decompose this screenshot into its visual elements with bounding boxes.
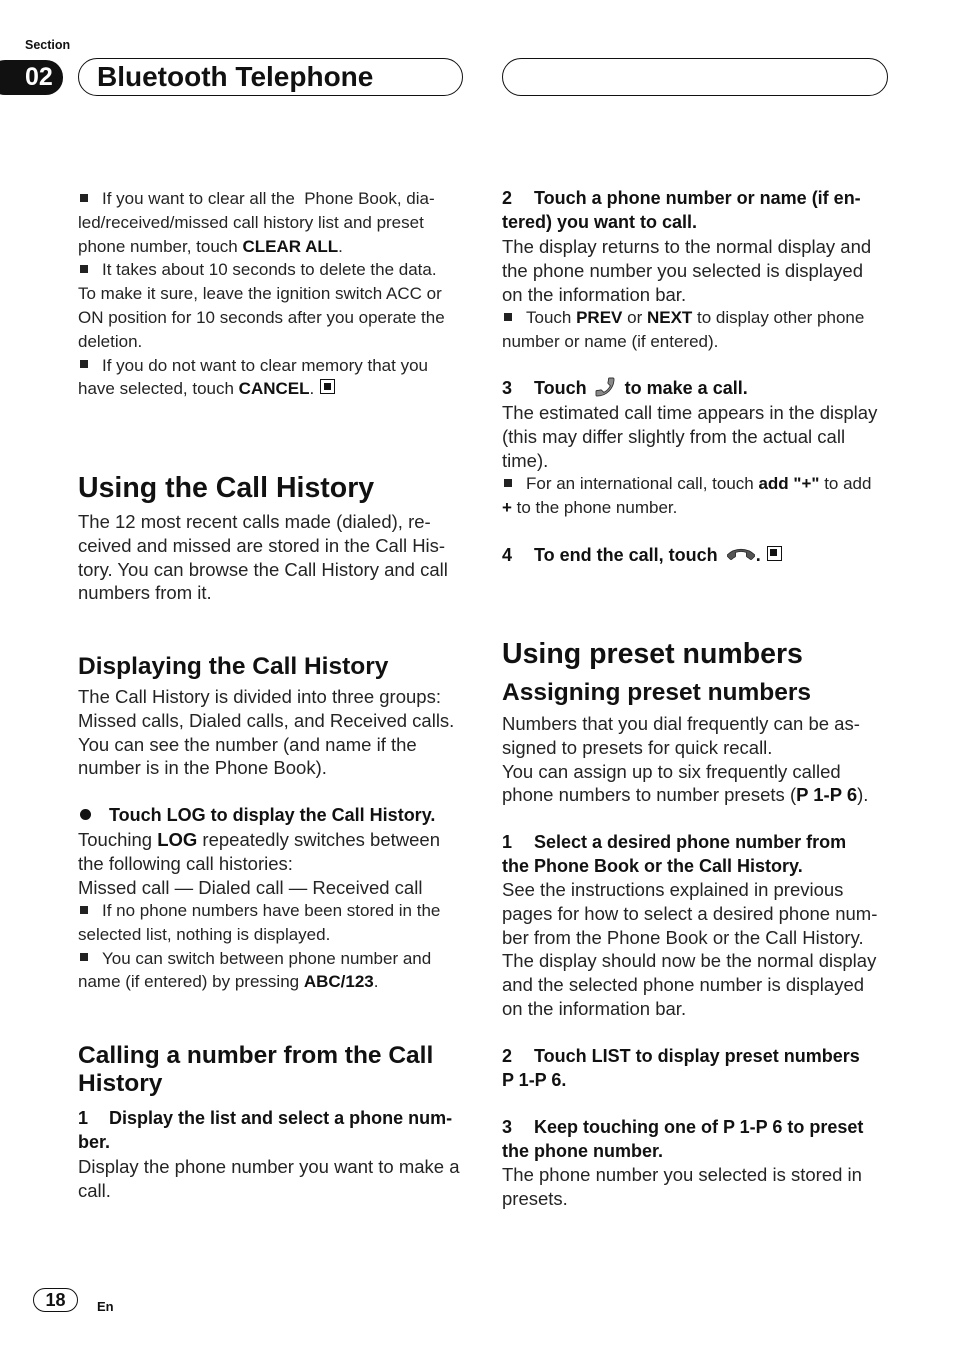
note-text: selected list, nothing is displayed. bbox=[78, 924, 331, 944]
note-text: to display other phone bbox=[692, 308, 865, 327]
abc123-term: ABC/123 bbox=[303, 972, 374, 992]
section-label: Section bbox=[25, 38, 71, 52]
note-bullet-icon bbox=[504, 313, 512, 321]
body-text: You can assign up to six frequently called bbox=[502, 760, 841, 782]
step-text: Touch LOG to display the Call History. bbox=[109, 805, 436, 825]
step-text: the phone number. bbox=[502, 1140, 664, 1161]
note-line bbox=[78, 282, 445, 306]
body-line: (this may differ slightly from the actual call bbox=[502, 425, 846, 447]
note-line bbox=[78, 970, 440, 994]
note-line bbox=[78, 377, 445, 401]
note-line bbox=[78, 354, 445, 378]
step-text: ber. bbox=[78, 1131, 111, 1152]
heading-calling-from-history bbox=[78, 1042, 433, 1098]
step-line bbox=[502, 187, 861, 211]
step-line bbox=[502, 544, 782, 568]
heading-displaying-call-history: Displaying the Call History bbox=[78, 653, 389, 680]
calling-step-1 bbox=[78, 1107, 452, 1155]
step-number: 1 bbox=[78, 1108, 89, 1128]
note-text: to add bbox=[819, 474, 872, 493]
displaying-body bbox=[78, 685, 454, 780]
body-line: tory. You can browse the Call History and call bbox=[78, 558, 448, 580]
note-bullet-icon bbox=[80, 360, 88, 368]
body-text: the following call histories: bbox=[78, 852, 293, 874]
step-line bbox=[78, 1131, 452, 1155]
note-text: or bbox=[622, 308, 647, 327]
step-text: To end the call, touch bbox=[534, 545, 718, 565]
body-line: and the selected phone number is displayed bbox=[502, 974, 865, 996]
displaying-step-body bbox=[78, 828, 440, 899]
note-text: If no phone numbers have been stored in the bbox=[102, 901, 441, 920]
step-text: Keep touching one of P 1-P 6 to preset bbox=[534, 1117, 864, 1137]
step-line bbox=[78, 804, 435, 828]
displaying-notes bbox=[78, 899, 440, 994]
step-bullet-icon bbox=[80, 809, 91, 820]
note-text: phone number, touch bbox=[78, 236, 243, 256]
note-bullet-icon bbox=[80, 265, 88, 273]
body-line bbox=[502, 760, 868, 784]
note-text: name (if entered) by pressing bbox=[78, 972, 304, 992]
cancel-term: CANCEL bbox=[238, 379, 310, 399]
calling-step-3-body bbox=[502, 401, 877, 472]
step-text: the Phone Book or the Call History. bbox=[502, 855, 803, 876]
note-line bbox=[78, 235, 445, 259]
step-line bbox=[502, 211, 861, 235]
calling-step-2 bbox=[502, 187, 861, 235]
prev-term: PREV bbox=[576, 308, 623, 327]
note-line bbox=[78, 923, 440, 947]
note-text: Touch bbox=[526, 308, 577, 327]
body-line: ber from the Phone Book or the Call History. bbox=[502, 926, 864, 948]
step-text: Touch a phone number or name (if en- bbox=[534, 188, 861, 208]
note-line bbox=[78, 947, 440, 971]
note-text: To make it sure, leave the ignition switch ACC or bbox=[78, 284, 442, 304]
body-line: numbers from it. bbox=[78, 582, 212, 604]
note-line bbox=[78, 258, 445, 282]
step-line bbox=[502, 1116, 863, 1140]
body-text: phone numbers to number presets ( bbox=[502, 784, 797, 806]
body-line: Display the phone number you want to make a bbox=[78, 1156, 460, 1177]
note-text: . bbox=[373, 972, 379, 992]
note-text: It takes about 10 seconds to delete the data. bbox=[102, 260, 437, 280]
preset-step-1-body bbox=[502, 878, 877, 1021]
body-line bbox=[502, 736, 868, 760]
note-line bbox=[78, 306, 445, 330]
body-line bbox=[502, 783, 868, 807]
body-text: signed to presets for quick recall. bbox=[502, 736, 773, 758]
body-line: The 12 most recent calls made (dialed), re- bbox=[78, 511, 431, 532]
note-text: deletion. bbox=[78, 331, 143, 351]
preset-step-3-body bbox=[502, 1163, 862, 1211]
note-line bbox=[78, 899, 440, 923]
note-text: If you want to clear all the Phone Book, dia- bbox=[102, 189, 435, 208]
step-line bbox=[78, 1107, 452, 1131]
end-mark-icon bbox=[767, 546, 782, 561]
body-line: pages for how to select a desired phone num- bbox=[502, 902, 878, 924]
step-number: 4 bbox=[502, 545, 513, 565]
preset-step-3 bbox=[502, 1116, 863, 1164]
heading-using-preset-numbers: Using preset numbers bbox=[502, 638, 803, 670]
note-bullet-icon bbox=[80, 194, 88, 202]
body-text: repeatedly switches between bbox=[197, 829, 440, 850]
note-line bbox=[502, 472, 871, 496]
body-line: presets. bbox=[502, 1187, 568, 1209]
step-number: 3 bbox=[502, 378, 513, 398]
note-text: led/received/missed call history list and preset bbox=[78, 212, 424, 232]
empty-header-pill bbox=[502, 58, 888, 96]
calling-step-3-note bbox=[502, 472, 871, 520]
clear-all-term: CLEAR ALL bbox=[242, 236, 339, 256]
body-line: ceived and missed are stored in the Call His- bbox=[78, 534, 446, 556]
body-line: See the instructions explained in previous bbox=[502, 879, 844, 900]
step-text: tered) you want to call. bbox=[502, 211, 698, 232]
body-line: The phone number you selected is stored in bbox=[502, 1164, 862, 1185]
call-history-intro bbox=[78, 510, 448, 605]
body-line: on the information bar. bbox=[502, 997, 687, 1019]
calling-step-2-note bbox=[502, 306, 864, 354]
heading-assigning-preset-numbers: Assigning preset numbers bbox=[502, 679, 812, 706]
note-line bbox=[78, 187, 445, 211]
note-bullet-icon bbox=[80, 953, 88, 961]
preset-step-2 bbox=[502, 1045, 860, 1093]
note-line bbox=[78, 211, 445, 235]
body-line: The display returns to the normal display and bbox=[502, 236, 872, 257]
body-line bbox=[502, 712, 868, 736]
body-text: Missed call — Dialed call — Received call bbox=[78, 876, 423, 898]
body-line bbox=[78, 852, 440, 876]
note-line bbox=[78, 330, 445, 354]
note-text: For an international call, touch bbox=[526, 474, 759, 493]
plus-term: + bbox=[502, 497, 512, 517]
step-number: 2 bbox=[502, 188, 513, 208]
note-text: ON position for 10 seconds after you operate the bbox=[78, 307, 445, 327]
preset-step-1 bbox=[502, 831, 846, 879]
step-text: to make a call. bbox=[624, 378, 748, 398]
step-number: 3 bbox=[502, 1117, 513, 1137]
body-line: Missed calls, Dialed calls, and Received calls. bbox=[78, 709, 455, 731]
body-text: Touching bbox=[78, 829, 158, 850]
step-line bbox=[502, 377, 748, 401]
body-text: Numbers that you dial frequently can be as- bbox=[502, 713, 860, 734]
note-text: You can switch between phone number and bbox=[102, 948, 432, 968]
calling-step-2-body bbox=[502, 235, 871, 306]
body-line: The estimated call time appears in the display bbox=[502, 402, 878, 423]
end-call-icon bbox=[727, 548, 755, 561]
step-number: 2 bbox=[502, 1046, 513, 1066]
body-line: number is in the Phone Book). bbox=[78, 757, 327, 779]
heading-line: History bbox=[78, 1070, 163, 1097]
step-line bbox=[502, 831, 846, 855]
body-text: ). bbox=[857, 784, 869, 806]
body-line: The Call History is divided into three groups: bbox=[78, 686, 441, 707]
phone-call-icon bbox=[593, 375, 617, 399]
step-text: P 1-P 6. bbox=[502, 1069, 567, 1090]
step-line bbox=[502, 1045, 860, 1069]
body-line bbox=[78, 876, 440, 900]
next-term: NEXT bbox=[646, 308, 693, 327]
step-text: Touch bbox=[534, 378, 587, 398]
note-bullet-icon bbox=[80, 906, 88, 914]
step-line bbox=[502, 1069, 860, 1093]
body-line: the phone number you selected is displayed bbox=[502, 259, 863, 281]
body-line: You can see the number (and name if the bbox=[78, 733, 417, 755]
step-text: . bbox=[755, 545, 761, 565]
section-number: 02 bbox=[25, 63, 53, 91]
step-line bbox=[502, 1140, 863, 1164]
body-line: call. bbox=[78, 1179, 111, 1201]
end-mark-icon bbox=[320, 379, 335, 394]
chapter-title: Bluetooth Telephone bbox=[97, 61, 374, 92]
note-text: . bbox=[338, 236, 343, 256]
note-line bbox=[502, 306, 864, 330]
note-text: number or name (if entered). bbox=[502, 331, 719, 351]
note-text: . bbox=[309, 379, 315, 399]
step-text: Select a desired phone number from bbox=[534, 832, 847, 852]
add-plus-term: add "+" bbox=[758, 474, 820, 493]
body-line: time). bbox=[502, 449, 549, 471]
step-text: Display the list and select a phone num- bbox=[109, 1108, 453, 1128]
note-line bbox=[502, 330, 864, 354]
calling-step-3 bbox=[502, 377, 748, 401]
heading-line: Calling a number from the Call bbox=[78, 1042, 434, 1069]
calling-step-4 bbox=[502, 544, 782, 568]
step-number: 1 bbox=[502, 832, 513, 852]
preset-range-term: P 1-P 6 bbox=[796, 784, 858, 806]
body-line: The display should now be the normal display bbox=[502, 950, 877, 972]
page-number: 18 bbox=[33, 1288, 78, 1312]
language-code: En bbox=[97, 1299, 114, 1314]
displaying-step bbox=[78, 804, 435, 828]
preset-body bbox=[502, 712, 868, 807]
log-term: LOG bbox=[157, 829, 198, 850]
note-line bbox=[502, 496, 871, 520]
note-text: to the phone number. bbox=[511, 497, 678, 517]
step-text: Touch LIST to display preset numbers bbox=[534, 1046, 860, 1066]
heading-using-call-history: Using the Call History bbox=[78, 472, 375, 504]
note-text: If you do not want to clear memory that you bbox=[102, 355, 428, 375]
clear-memory-notes bbox=[78, 187, 445, 401]
note-text: have selected, touch bbox=[78, 379, 239, 399]
step-line bbox=[502, 855, 846, 879]
body-line: on the information bar. bbox=[502, 283, 687, 305]
note-bullet-icon bbox=[504, 479, 512, 487]
body-line bbox=[78, 828, 440, 852]
calling-step-1-body bbox=[78, 1155, 460, 1203]
